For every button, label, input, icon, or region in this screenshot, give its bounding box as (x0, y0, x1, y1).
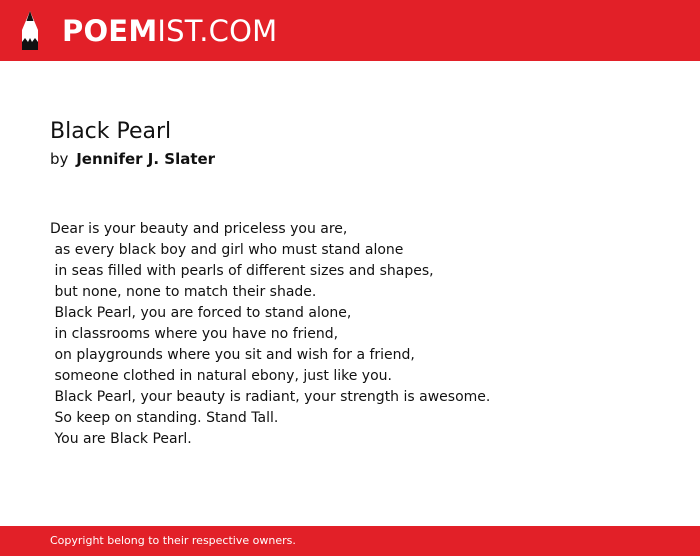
poem-line: So keep on standing. Stand Tall. (50, 410, 279, 426)
poem-title: Black Pearl (50, 119, 172, 144)
poem-line: Black Pearl, you are forced to stand alone, (50, 305, 352, 321)
by-label: by (50, 150, 69, 168)
byline (50, 150, 215, 168)
copyright-notice: Copyright belong to their respective owners. (50, 534, 296, 547)
pen-nib-icon (18, 10, 42, 52)
logo-text-light: IST.COM (157, 14, 278, 48)
poem-line: You are Black Pearl. (50, 431, 192, 447)
poem-line: in classrooms where you have no friend, (50, 326, 339, 342)
site-footer (0, 526, 700, 556)
poem-line: as every black boy and girl who must stand alone (50, 242, 404, 258)
site-logo[interactable] (62, 13, 277, 49)
poem-line: but none, none to match their shade. (50, 284, 317, 300)
poem-line: on playgrounds where you sit and wish for a friend, (50, 347, 415, 363)
poem-body (50, 219, 670, 450)
site-header (0, 0, 700, 61)
poem-line: someone clothed in natural ebony, just like you. (50, 368, 392, 384)
logo-text-bold: POEM (62, 14, 158, 48)
poem-line: Black Pearl, your beauty is radiant, your strength is awesome. (50, 389, 491, 405)
poem-line: in seas filled with pearls of different sizes and shapes, (50, 263, 434, 279)
author-name: Jennifer J. Slater (76, 150, 216, 168)
poem-line: Dear is your beauty and priceless you are, (50, 221, 348, 237)
